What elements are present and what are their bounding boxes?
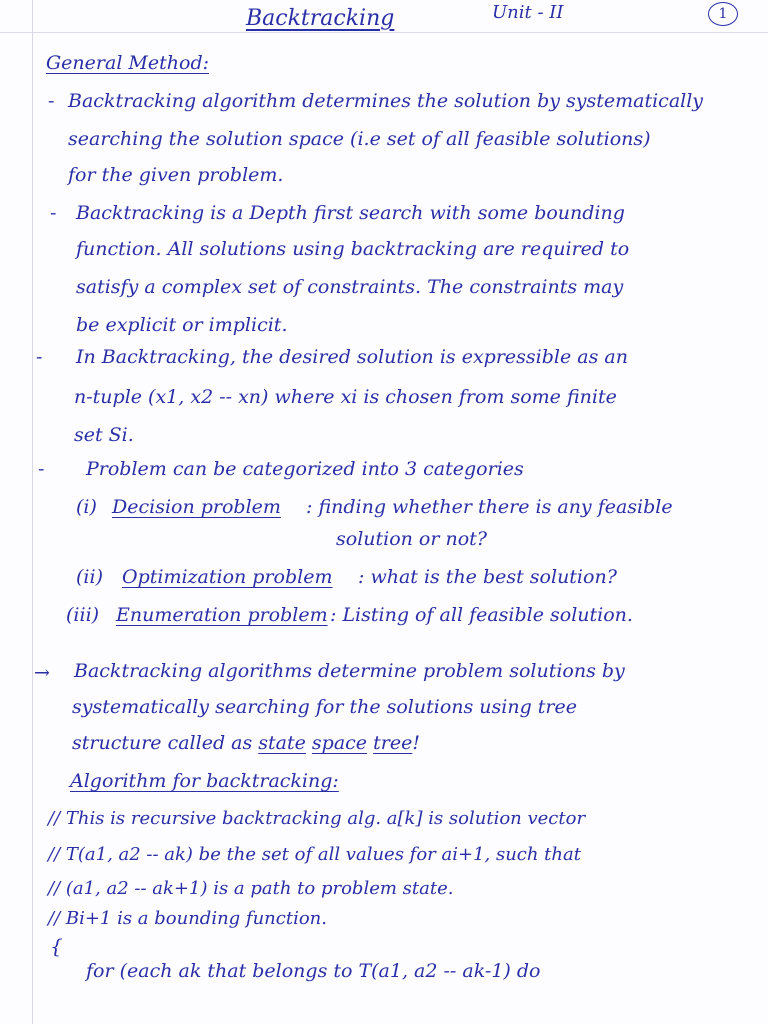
category-3-desc: : Listing of all feasible solution. [330,604,633,626]
category-2-desc: : what is the best solution? [358,566,617,588]
page-number: 1 [708,2,738,26]
bullet-3: - [36,346,43,368]
bullet-2: - [50,202,57,224]
category-3-num: (iii) [66,604,100,626]
section-heading-algorithm: Algorithm for backtracking: [70,770,339,792]
bullet-1: - [48,90,55,112]
arrow-line-3-pre: structure called as [72,732,253,754]
margin-line [32,0,33,1024]
point-1-line-1: Backtracking algorithm determines the solution by systematically [68,90,704,112]
algorithm-for-line: for (each ak that belongs to T(a1, a2 -- ak-1) do [86,960,541,982]
comment-3: // (a1, a2 -- ak+1) is a path to problem state. [48,878,454,899]
unit-label: Unit - II [492,2,564,23]
comment-2: // T(a1, a2 -- ak) be the set of all values for ai+1, such that [48,844,581,865]
comment-4: // Bi+1 is a bounding function. [48,908,327,929]
arrow-line-2: systematically searching for the solutions using tree [72,696,578,718]
category-1-num: (i) [76,496,97,518]
tree-word: tree [373,732,413,754]
page-title: Backtracking [246,6,395,31]
category-2-num: (ii) [76,566,103,588]
category-1-name: Decision problem [112,496,281,518]
point-2-line-3: satisfy a complex set of constraints. The constraints may [76,276,624,298]
state-word: state [258,732,306,754]
point-4-line-1: Problem can be categorized into 3 categories [86,458,524,480]
arrow-line-3-post: ! [412,732,420,754]
point-2-line-1: Backtracking is a Depth first search with some bounding [76,202,625,224]
point-2-line-2: function. All solutions using backtracking are required to [76,238,630,260]
point-1-line-2: searching the solution space (i.e set of all feasible solutions) [68,128,651,150]
point-3-line-1: In Backtracking, the desired solution is expressible as an [76,346,628,368]
section-heading-general: General Method: [46,52,210,74]
open-brace: { [50,934,63,958]
point-2-line-4: be explicit or implicit. [76,314,288,336]
point-3-line-3: set Si. [74,424,134,446]
point-1-line-3: for the given problem. [68,164,284,186]
arrow-bullet: → [34,662,50,684]
point-3-line-2: n-tuple (x1, x2 -- xn) where xi is chosen from some finite [74,386,617,408]
arrow-line-1: Backtracking algorithms determine problem solutions by [74,660,625,682]
comment-1: // This is recursive backtracking alg. a[k] is solution vector [48,808,586,829]
category-1-desc-2: solution or not? [336,528,487,550]
category-1-desc: : finding whether there is any feasible [306,496,673,518]
header-rule [0,32,768,33]
bullet-4: - [38,458,45,480]
space-word: space [311,732,368,754]
category-2-name: Optimization problem [122,566,333,588]
category-3-name: Enumeration problem [116,604,328,626]
arrow-line-3 [72,734,420,753]
